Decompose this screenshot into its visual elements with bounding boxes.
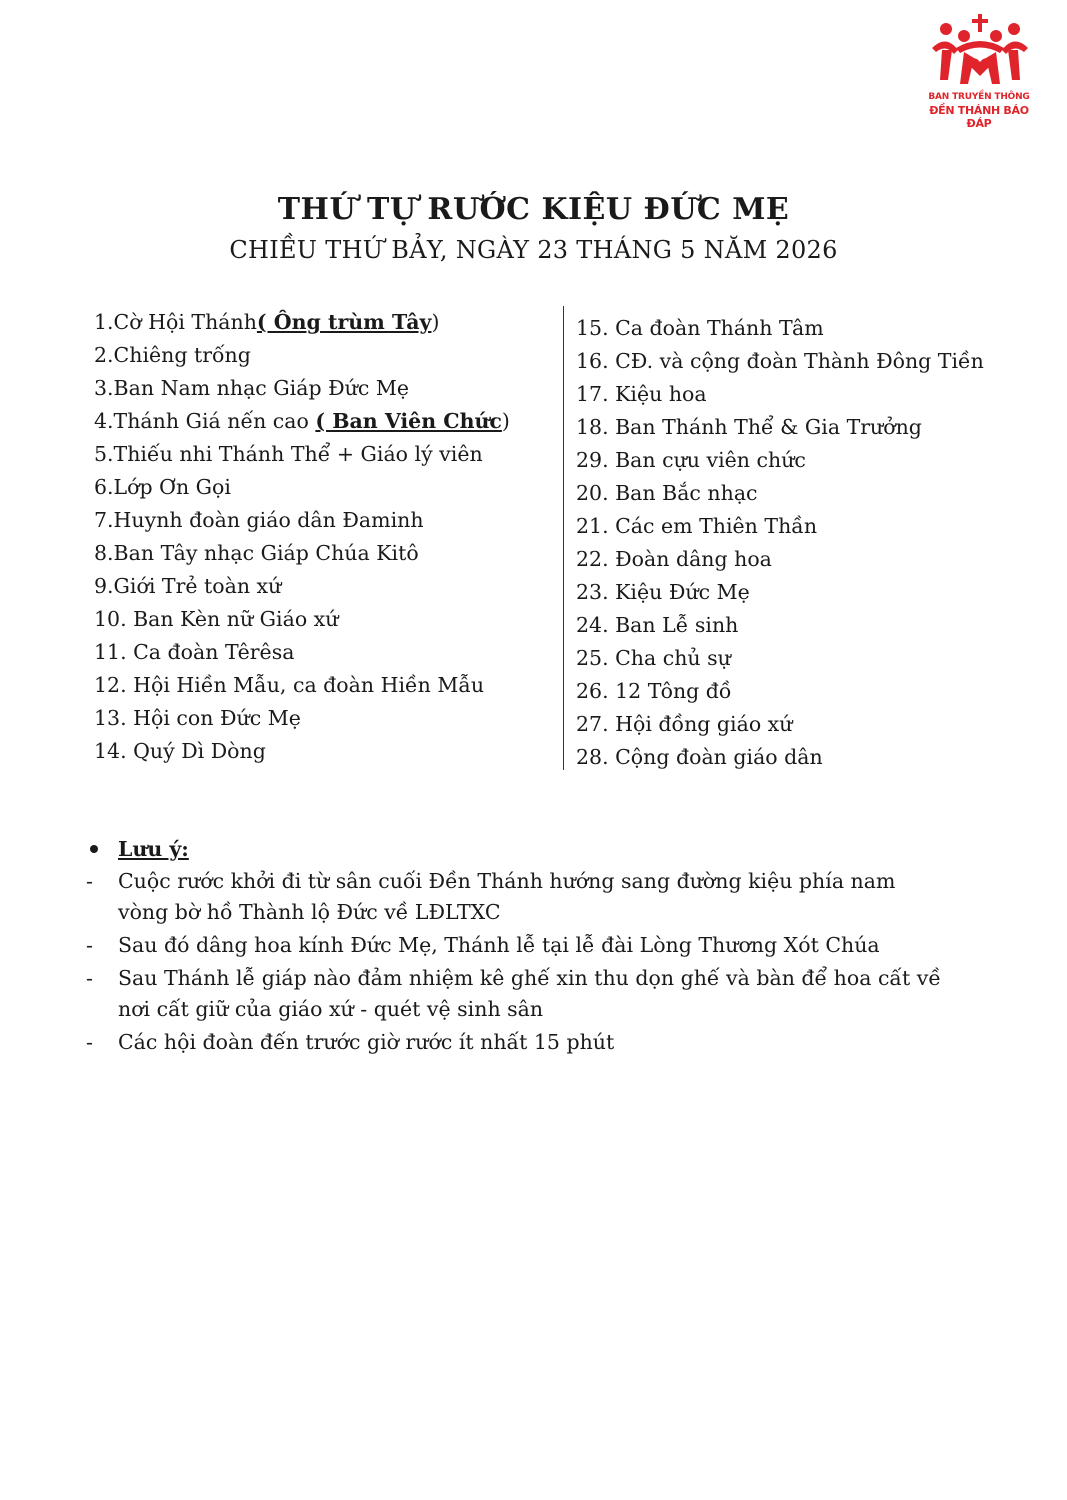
list-item: 5.Thiếu nhi Thánh Thể + Giáo lý viên: [94, 442, 483, 466]
logo-line-1: BAN TRUYỀN THÔNG: [928, 92, 1030, 102]
page-title: THỨ TỰ RƯỚC KIỆU ĐỨC MẸ: [277, 192, 790, 227]
note-item: - Các hội đoàn đến trước giờ rước ít nhất 15 phút: [86, 1027, 966, 1058]
list-item: 20. Ban Bắc nhạc: [576, 481, 758, 505]
logo: [918, 14, 1040, 130]
dash-icon: -: [86, 1030, 93, 1054]
column-divider: [563, 306, 564, 770]
list-item: 28. Cộng đoàn giáo dân: [576, 745, 823, 769]
list-item: 1.Cờ Hội Thánh( Ông trùm Tây): [94, 310, 440, 334]
list-item: 18. Ban Thánh Thể & Gia Trưởng: [576, 415, 922, 439]
list-item: 29. Ban cựu viên chức: [576, 448, 806, 472]
list-item: 21. Các em Thiên Thần: [576, 514, 818, 538]
list-item: 4.Thánh Giá nến cao ( Ban Viên Chức): [94, 409, 510, 433]
list-item: 6.Lớp Ơn Gọi: [94, 475, 231, 499]
notes-section: [86, 832, 966, 1058]
list-item: 12. Hội Hiền Mẫu, ca đoàn Hiền Mẫu: [94, 673, 485, 697]
list-item: 9.Giới Trẻ toàn xứ: [94, 574, 282, 598]
list-item: 25. Cha chủ sự: [576, 646, 731, 670]
logo-line-2: ĐỀN THÁNH BÁO ĐÁP: [929, 104, 1029, 130]
bullet-icon: [90, 845, 98, 853]
list-item-note: ( Ông trùm Tây: [256, 310, 432, 334]
list-item: 3.Ban Nam nhạc Giáp Đức Mẹ: [94, 376, 409, 400]
note-item: - Sau Thánh lễ giáp nào đảm nhiệm kê ghế xin thu dọn ghế và bàn để hoa cất về nơi cất giữ của giáo xứ - quét vệ sinh sân: [86, 963, 966, 1025]
list-item: 17. Kiệu hoa: [576, 382, 707, 406]
dash-icon: -: [86, 869, 93, 893]
dash-icon: -: [86, 933, 93, 957]
note-item: - Sau đó dâng hoa kính Đức Mẹ, Thánh lễ tại lễ đài Lòng Thương Xót Chúa: [86, 930, 966, 961]
list-item: 7.Huynh đoàn giáo dân Đaminh: [94, 508, 424, 532]
notes-heading: Lưu ý:: [86, 832, 966, 866]
dash-icon: -: [86, 966, 93, 990]
list-item: 2.Chiêng trống: [94, 343, 251, 367]
list-item: 23. Kiệu Đức Mẹ: [576, 580, 750, 604]
order-list-right: [576, 312, 1016, 774]
page-subtitle: CHIỀU THỨ BẢY, NGÀY 23 THÁNG 5 NĂM 2026: [229, 236, 838, 264]
list-item: 13. Hội con Đức Mẹ: [94, 706, 301, 730]
list-item-note: ( Ban Viên Chức: [315, 409, 502, 433]
people-cross-icon: [928, 14, 1032, 86]
list-item: 8.Ban Tây nhạc Giáp Chúa Kitô: [94, 541, 419, 565]
list-item: 15. Ca đoàn Thánh Tâm: [576, 316, 824, 340]
list-item: 11. Ca đoàn Têrêsa: [94, 640, 295, 664]
note-item: - Cuộc rước khởi đi từ sân cuối Đền Thánh hướng sang đường kiệu phía nam vòng bờ hồ Thành lộ Đức về LĐLTXC: [86, 866, 966, 928]
list-item: 16. CĐ. và cộng đoàn Thành Đông Tiền: [576, 349, 984, 373]
list-item: 24. Ban Lễ sinh: [576, 613, 739, 637]
list-item: 14. Quý Dì Dòng: [94, 739, 266, 763]
list-item: 22. Đoàn dâng hoa: [576, 547, 772, 571]
list-item: 10. Ban Kèn nữ Giáo xứ: [94, 607, 339, 631]
list-item: 27. Hội đồng giáo xứ: [576, 712, 793, 736]
list-item: 26. 12 Tông đồ: [576, 679, 732, 703]
order-list-left: [94, 306, 544, 768]
